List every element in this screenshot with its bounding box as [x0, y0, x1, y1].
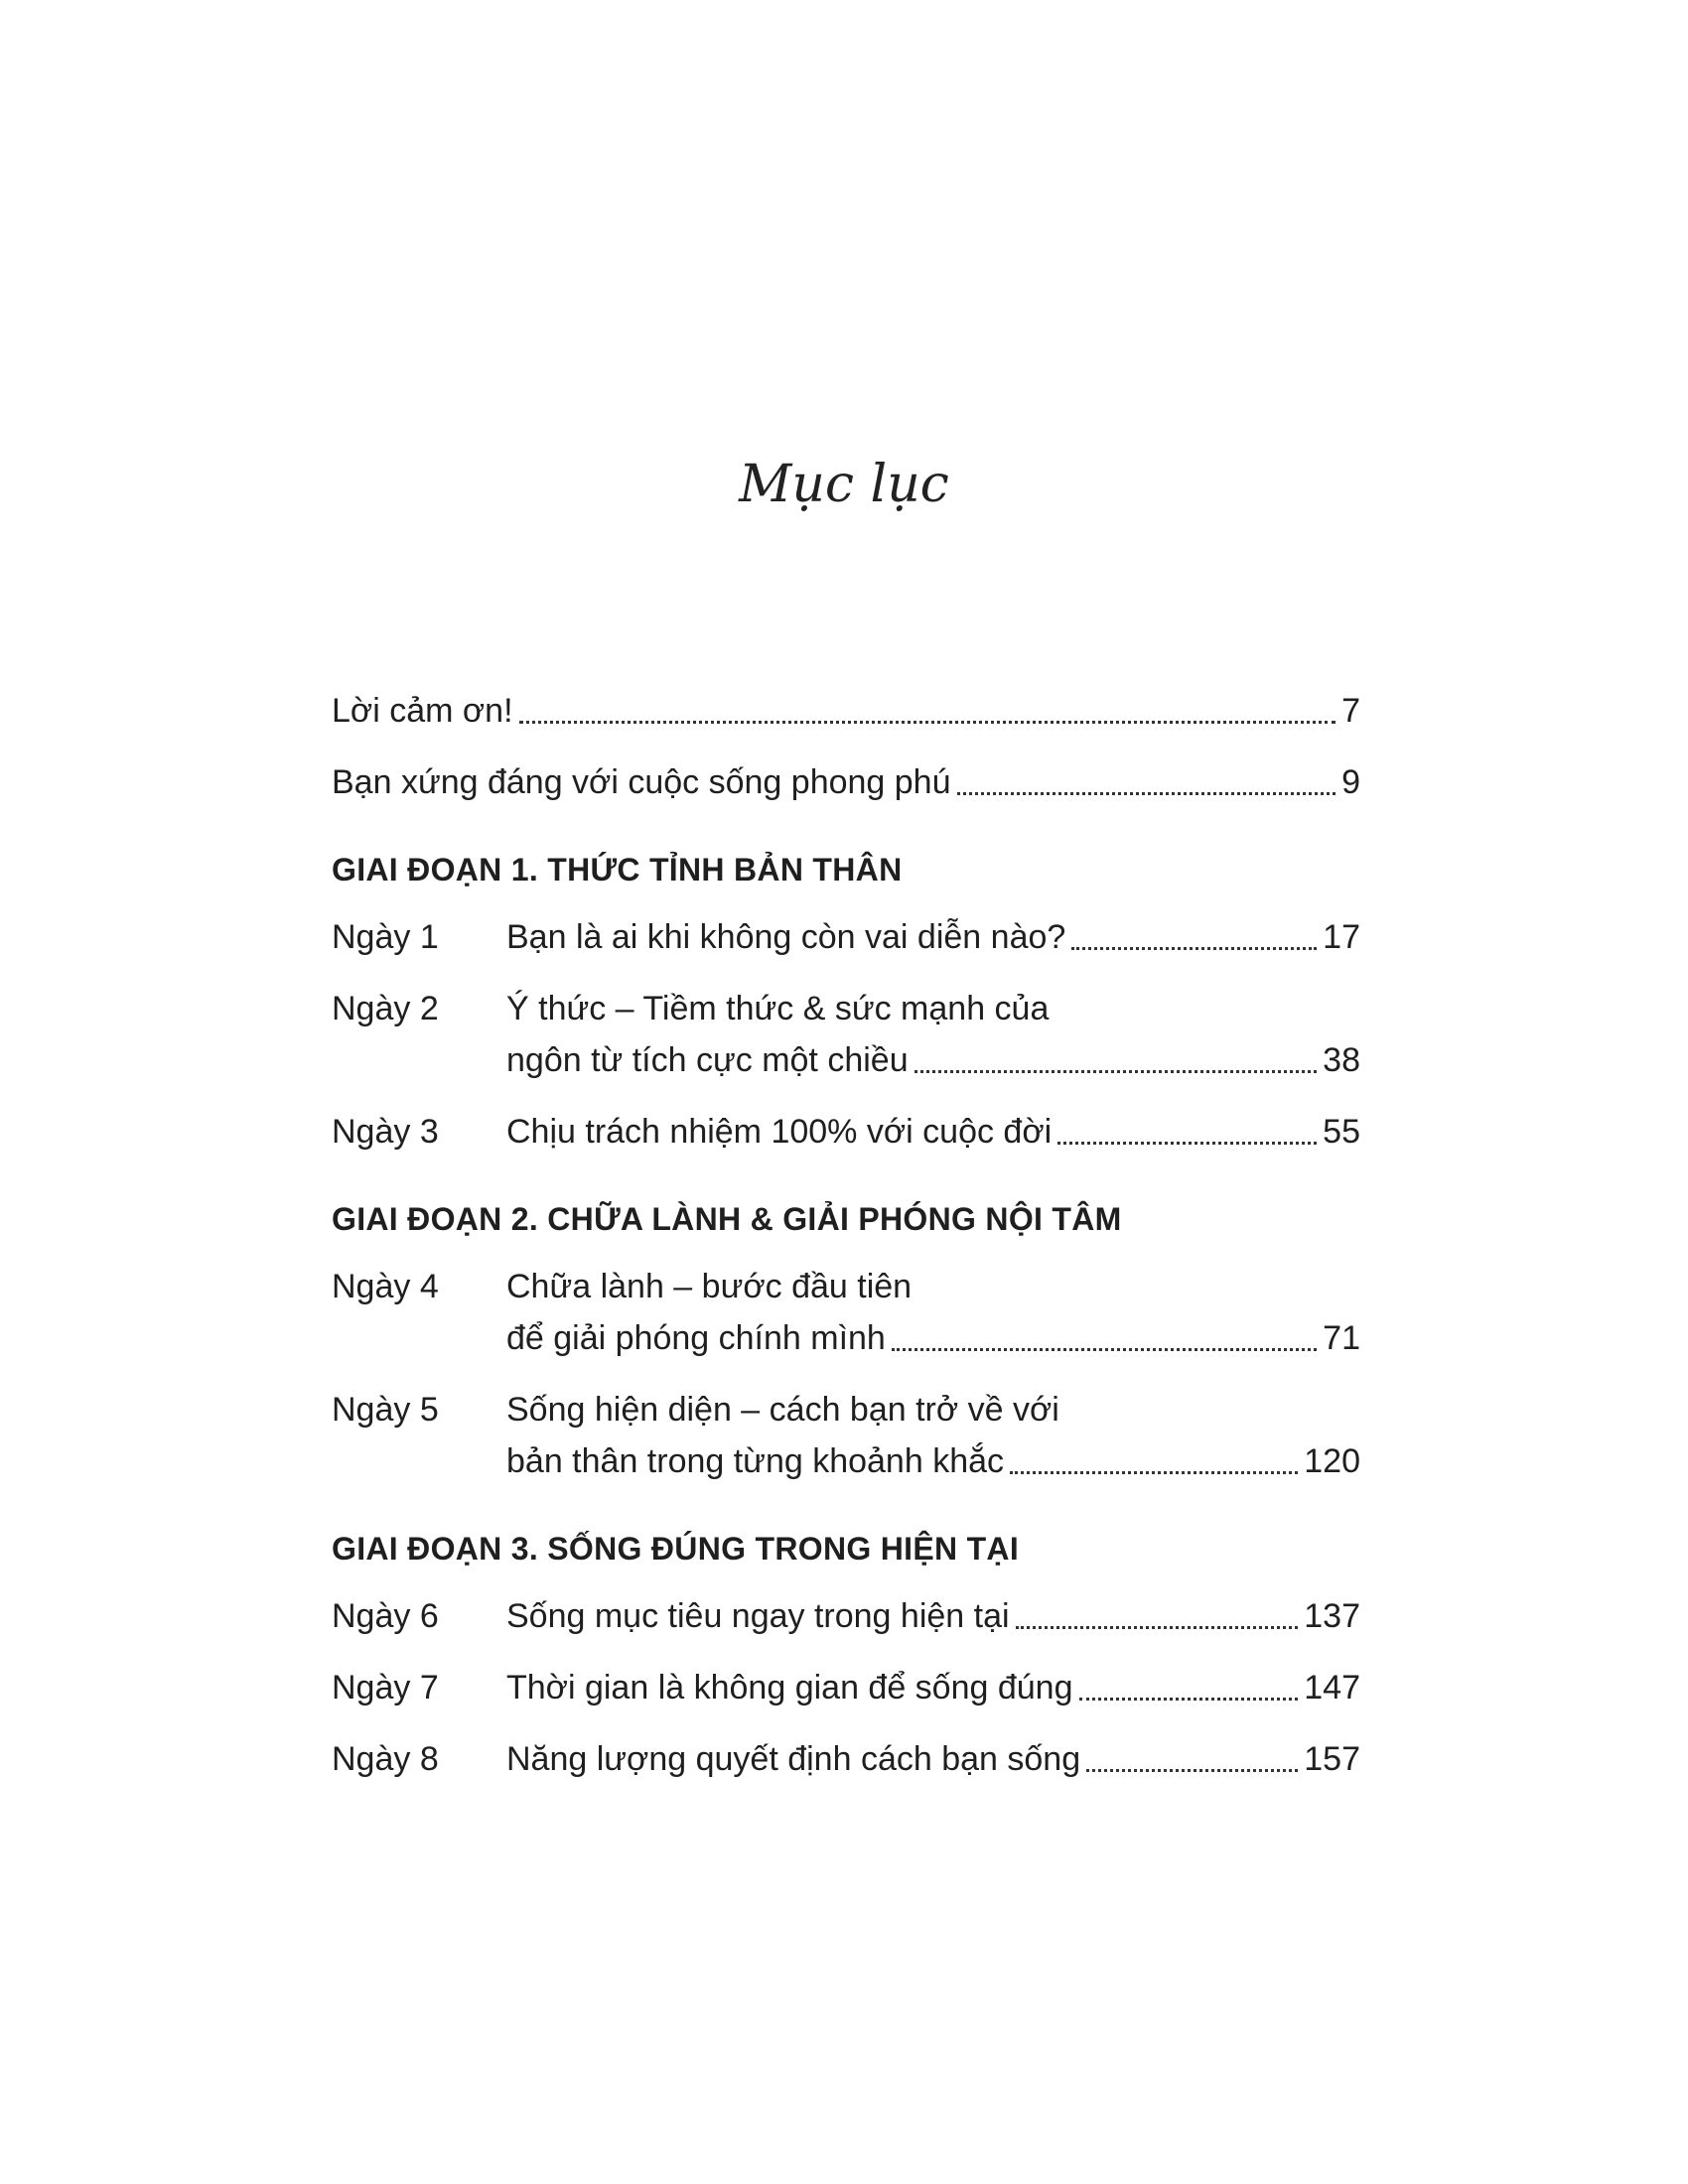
toc-entry-title: Lời cảm ơn!	[332, 692, 513, 730]
dot-leader	[892, 1348, 1317, 1351]
dot-leader	[914, 1070, 1318, 1073]
toc-entry-intro[interactable]	[332, 756, 1360, 808]
chapter-title-line-2: ngôn từ tích cực một chiều	[506, 1041, 909, 1079]
section-heading-2: GIAI ĐOẠN 2. CHỮA LÀNH & GIẢI PHÓNG NỘI TÂM	[332, 1201, 1122, 1237]
day-label: Ngày 6	[332, 1597, 439, 1635]
toc-chapter-day-2[interactable]	[332, 983, 1360, 1086]
toc-chapter-day-1[interactable]	[332, 911, 1360, 963]
toc-page-number: 120	[1304, 1442, 1360, 1480]
toc-chapter-day-3[interactable]	[332, 1106, 1360, 1158]
chapter-title-line-1: Sống hiện diện – cách bạn trở về với	[506, 1391, 1059, 1429]
toc-chapter-day-7[interactable]	[332, 1662, 1360, 1713]
chapter-title-line-1: Chữa lành – bước đầu tiên	[506, 1268, 913, 1305]
toc-entry-title: Bạn xứng đáng với cuộc sống phong phú	[332, 763, 951, 801]
chapter-title-line-2: để giải phóng chính mình	[506, 1319, 886, 1357]
toc-chapter-day-6[interactable]	[332, 1590, 1360, 1642]
day-label: Ngày 1	[332, 918, 439, 956]
toc-page-number: 17	[1323, 918, 1360, 956]
section-heading-3: GIAI ĐOẠN 3. SỐNG ĐÚNG TRONG HIỆN TẠI	[332, 1531, 1020, 1567]
dot-leader	[1016, 1626, 1299, 1629]
chapter-title: Chịu trách nhiệm 100% với cuộc đời	[506, 1113, 1053, 1151]
toc-chapter-day-4[interactable]	[332, 1261, 1360, 1364]
dot-leader	[1010, 1471, 1298, 1474]
day-label: Ngày 3	[332, 1113, 439, 1151]
toc-page-number: 9	[1341, 763, 1360, 801]
dot-leader	[1057, 1142, 1317, 1145]
day-label: Ngày 4	[332, 1268, 439, 1305]
dot-leader	[957, 792, 1336, 795]
toc-page-number: 147	[1304, 1669, 1360, 1706]
toc-page-number: 137	[1304, 1597, 1360, 1635]
dot-leader	[1086, 1769, 1298, 1772]
chapter-title-line-2: bản thân trong từng khoảnh khắc	[506, 1442, 1005, 1480]
chapter-title: Năng lượng quyết định cách bạn sống	[506, 1740, 1081, 1778]
toc-page-number: 55	[1323, 1113, 1360, 1151]
day-label: Ngày 7	[332, 1669, 439, 1706]
toc-page-number: 71	[1323, 1319, 1360, 1357]
toc-page-number: 38	[1323, 1041, 1360, 1079]
dot-leader	[1079, 1698, 1299, 1701]
dot-leader	[1071, 947, 1317, 950]
chapter-title: Thời gian là không gian để sống đúng	[506, 1669, 1073, 1706]
toc-page-number: 7	[1341, 692, 1360, 730]
section-heading-1: GIAI ĐOẠN 1. THỨC TỈNH BẢN THÂN	[332, 852, 903, 887]
toc-chapter-day-5[interactable]	[332, 1384, 1360, 1487]
chapter-title: Bạn là ai khi không còn vai diễn nào?	[506, 918, 1066, 956]
chapter-title: Sống mục tiêu ngay trong hiện tại	[506, 1597, 1010, 1635]
toc-entry-acknowledgements[interactable]	[332, 685, 1360, 737]
table-of-contents	[332, 685, 1360, 1805]
day-label: Ngày 5	[332, 1391, 439, 1429]
toc-page-number: 157	[1304, 1740, 1360, 1778]
page-title: Mục lục	[739, 455, 949, 514]
day-label: Ngày 2	[332, 990, 439, 1027]
toc-chapter-day-8[interactable]	[332, 1733, 1360, 1785]
dot-leader	[519, 721, 1336, 724]
chapter-title-line-1: Ý thức – Tiềm thức & sức mạnh của	[506, 990, 1050, 1027]
day-label: Ngày 8	[332, 1740, 439, 1778]
